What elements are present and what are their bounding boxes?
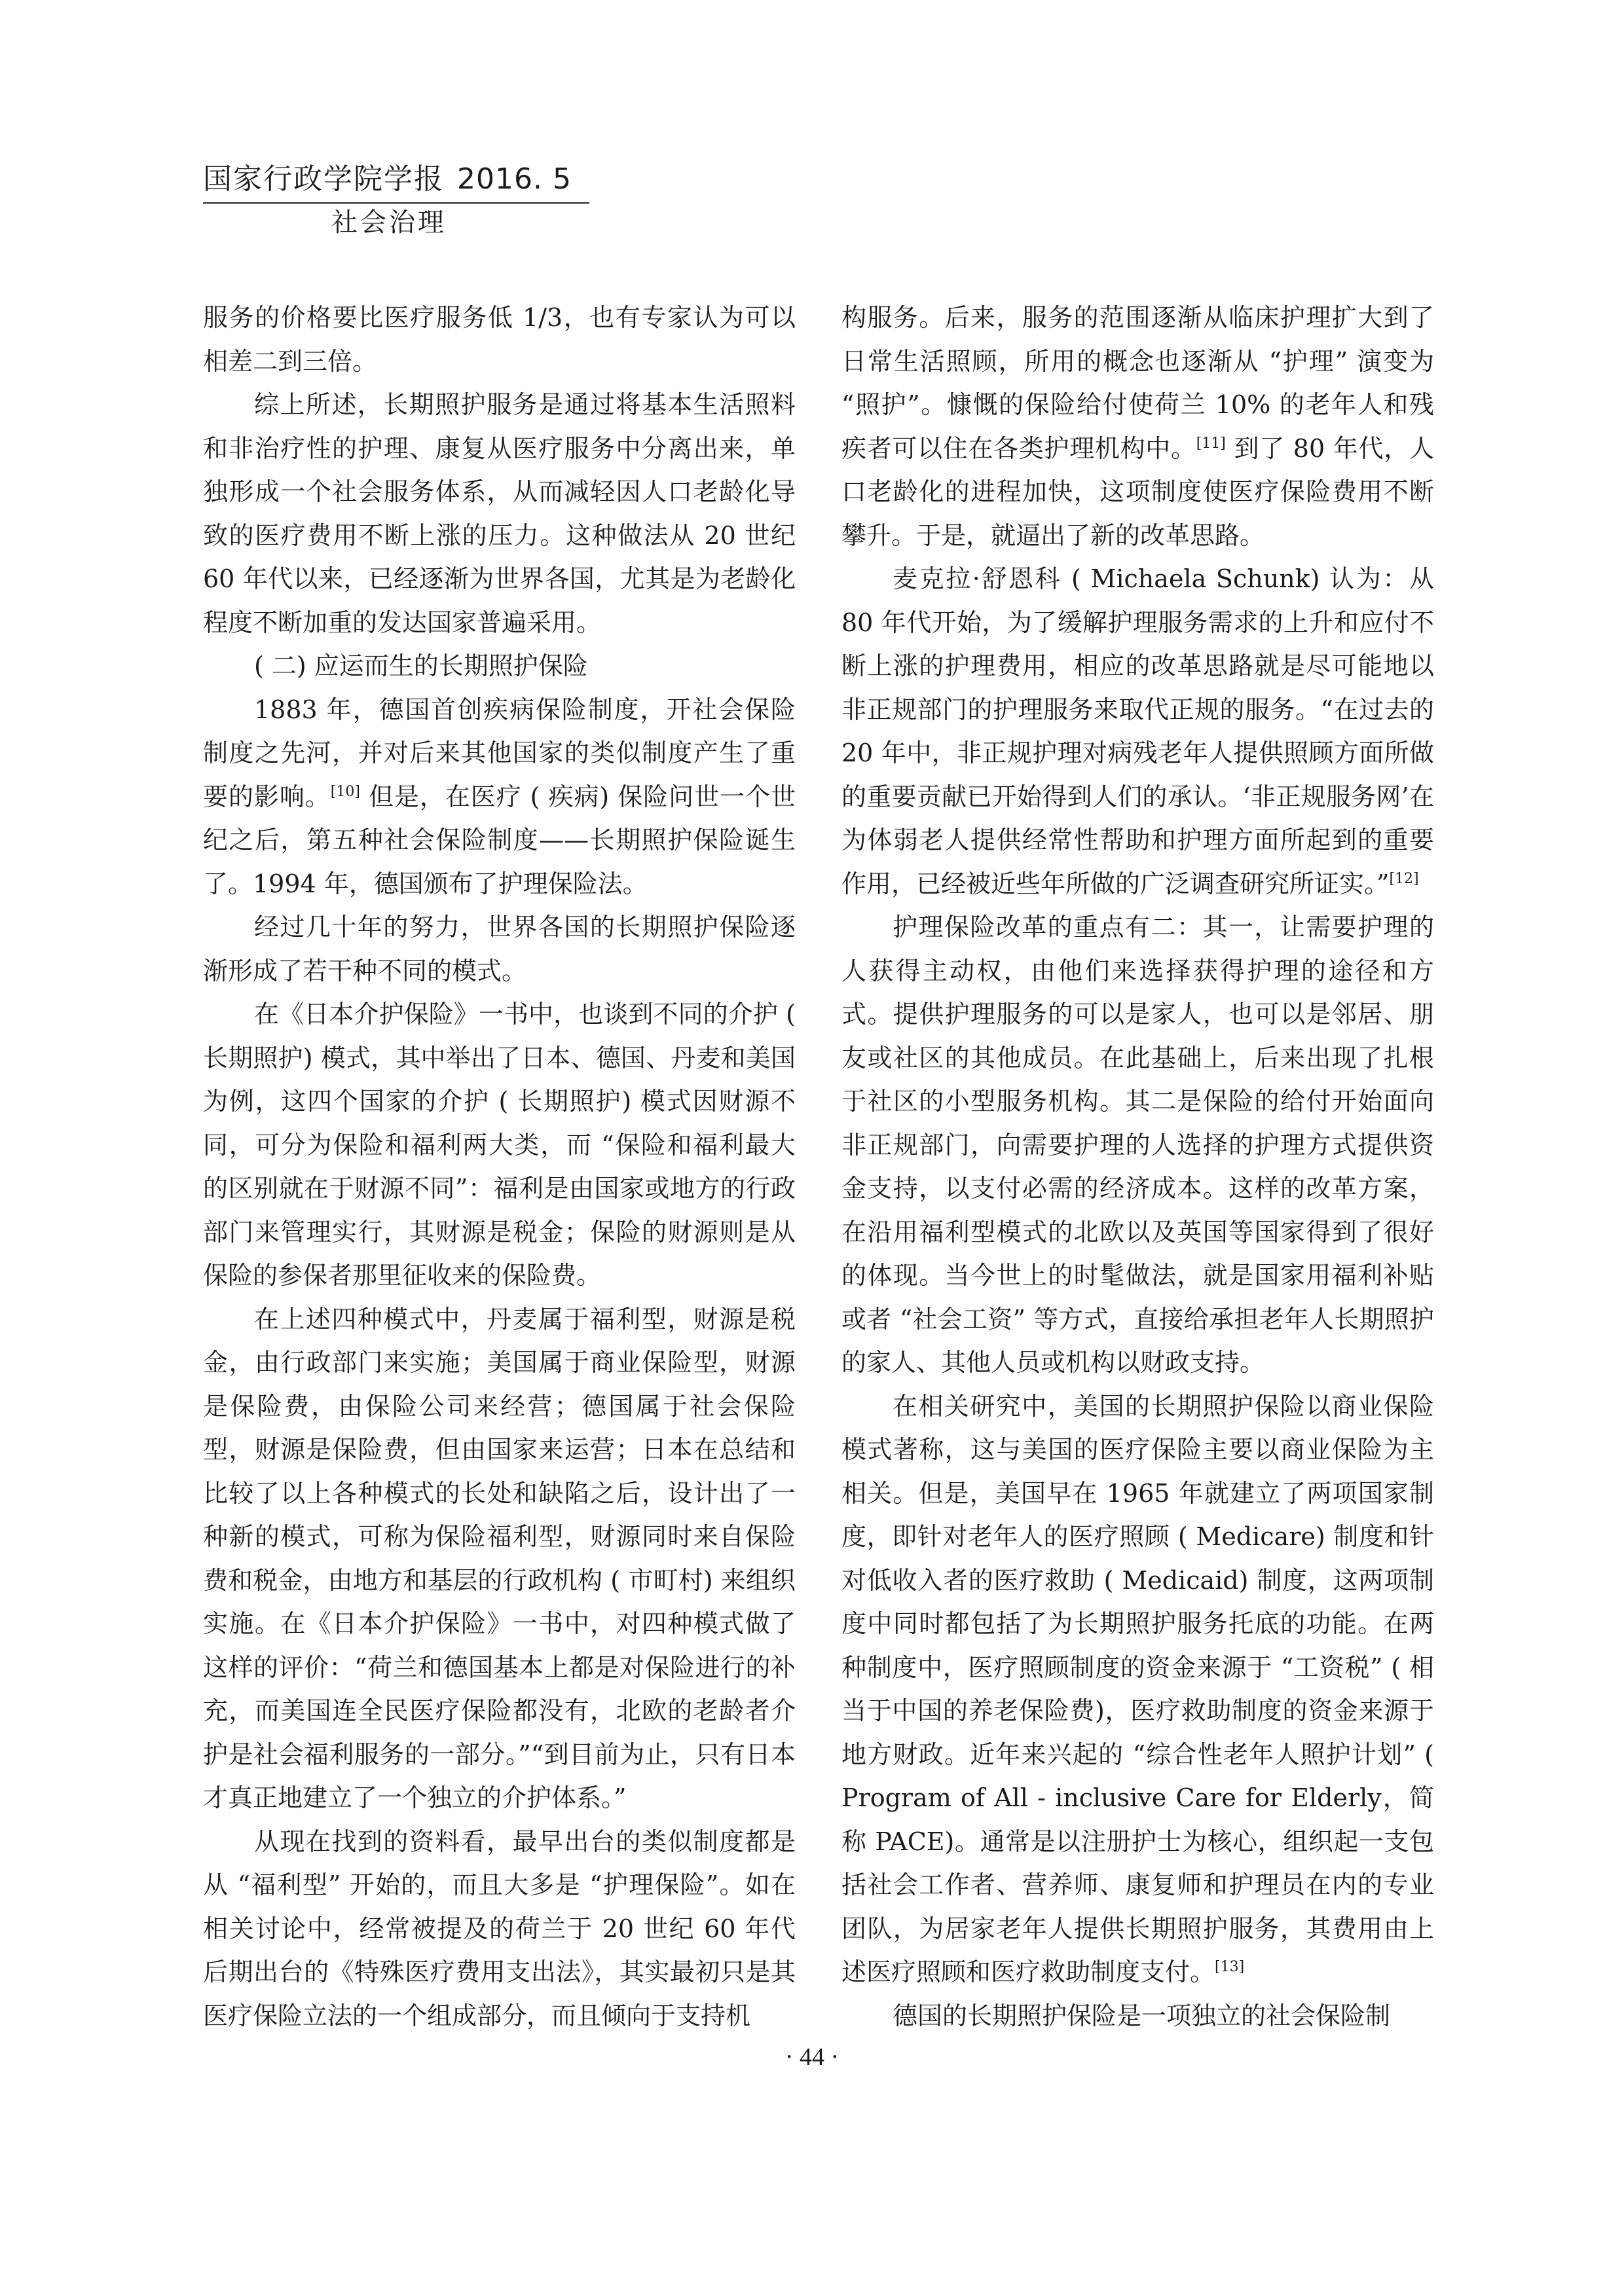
paragraph (841, 1385, 1434, 1994)
paragraph-text: 综上所述，长期照护服务是通过将基本生活照料和非治疗性的护理、康复从医疗服务中分离出来，单独形成一个社会服务体系，从而减轻因人口老龄化导致的医疗费用不断上涨的压力。这种做法从 20 世纪 60 年代以来，已经逐渐为世界各国，尤其是为老龄化程度不断加重的发达国家普遍采用。 (203, 390, 796, 637)
paragraph (841, 1994, 1434, 2038)
paragraph-text: ( 二) 应运而生的长期照护保险 (254, 651, 588, 680)
paragraph-text: 在相关研究中，美国的长期照护保险以商业保险模式著称，这与美国的医疗保险主要以商业保险为主相关。但是，美国早在 1965 年就建立了两项国家制度，即针对老年人的医疗照顾 ( Medicare) 制度和针对低收入者的医疗救助 ( Medicaid) 制度，这两项制度中同时都包括了为长期照护服务托底的功能。在两种制度中，医疗照顾制度的资金来源于 “工资税” ( 相当于中国的养老保险费)，医疗救助制度的资金来源于地方财政。近年来兴起的 “综合性老年人照护计划” ( Program of All - inclusive Care for Elderly，简称 PACE)。通常是以注册护士为核心，组织起一支包括社会工作者、营养师、康复师和护理员在内的专业团队，为居家老年人提供长期照护服务，其费用由上述医疗照顾和医疗救助制度支付。 (841, 1391, 1434, 1986)
paragraph (841, 557, 1434, 905)
paragraph-text: 经过几十年的努力，世界各国的长期照护保险逐渐形成了若干种不同的模式。 (203, 913, 796, 985)
paragraph (203, 1298, 796, 1820)
paragraph (203, 296, 796, 383)
paragraph-text: 在上述四种模式中，丹麦属于福利型，财源是税金，由行政部门来实施；美国属于商业保险型，财源是保险费，由保险公司来经营；德国属于社会保险型，财源是保险费，但由国家来运营；日本在总结和比较了以上各种模式的长处和缺陷之后，设计出了一种新的模式，可称为保险福利型，财源同时来自保险费和税金，由地方和基层的行政机构 ( 市町村) 来组织实施。在《日本介护保险》一书中，对四种模式做了这样的评价：“荷兰和德国基本上都是对保险进行的补充，而美国连全民医疗保险都没有，北欧的老龄者介护是社会福利服务的一部分。”“到目前为止，只有日本才真正地建立了一个独立的介护体系。” (203, 1304, 796, 1812)
running-header (203, 160, 589, 240)
issue-number: 2016. 5 (457, 162, 572, 196)
paragraph (203, 383, 796, 644)
right-column (841, 296, 1434, 2037)
paragraph-text: 德国的长期照护保险是一项独立的社会保险制 (893, 2001, 1391, 2030)
paragraph (841, 296, 1434, 557)
paragraph (203, 905, 796, 993)
paragraph-text-continued: 到了 80 年代，人口老龄化的进程加快，这项制度使医疗保险费用不断攀升。于是，就逼出了新的改革思路。 (841, 433, 1434, 550)
page-number: · 44 · (784, 2043, 840, 2071)
paragraph-text-continued: 但是，在医疗 ( 疾病) 保险问世一个世纪之后，第五种社会保险制度——长期照护保险诞生了。1994 年，德国颁布了护理保险法。 (203, 782, 796, 898)
paragraph-text: 1883 年，德国首创疾病保险制度，开社会保险制度之先河，并对后来其他国家的类似制度产生了重要的影响。 (203, 695, 796, 811)
subheading (203, 644, 796, 688)
paragraph-text: 从现在找到的资料看，最早出台的类似制度都是从 “福利型” 开始的，而且大多是 “护理保险”。如在相关讨论中，经常被提及的荷兰于 20 世纪 60 年代后期出台的《特殊医疗费用支出法》，其实最初只是其医疗保险立法的一个组成部分，而且倾向于支持机 (203, 1827, 796, 2030)
paragraph (203, 688, 796, 906)
journal-name: 国家行政学院学报 (203, 162, 444, 196)
left-column (203, 296, 796, 2037)
citation-marker: [12] (1389, 870, 1419, 887)
paragraph-text: 构服务。后来，服务的范围逐渐从临床护理扩大到了日常生活照顾，所用的概念也逐渐从 “护理” 演变为 “照护”。慷慨的保险给付使荷兰 10% 的老年人和残疾者可以住在各类护理机构中。 (841, 303, 1434, 463)
header-rule (203, 202, 589, 204)
citation-marker: [13] (1215, 1959, 1245, 1975)
section-name: 社会治理 (331, 208, 447, 238)
paragraph (841, 905, 1434, 1385)
journal-title (203, 160, 589, 198)
paragraph-text: 在《日本介护保险》一书中，也谈到不同的介护 ( 长期照护) 模式，其中举出了日本、德国、丹麦和美国为例，这四个国家的介护 ( 长期照护) 模式因财源不同，可分为保险和福利两大类，而 “保险和福利最大的区别就在于财源不同”：福利是由国家或地方的行政部门来管理实行，其财源是税金；保险的财源则是从保险的参保者那里征收来的保险费。 (203, 1000, 796, 1290)
paragraph (203, 1820, 796, 2038)
citation-marker: [11] (1196, 435, 1226, 452)
paragraph-text: 麦克拉·舒恩科 ( Michaela Schunk) 认为：从 80 年代开始，为了缓解护理服务需求的上升和应付不断上涨的护理费用，相应的改革思路就是尽可能地以非正规部门的护理服务来取代正规的服务。“在过去的 20 年中，非正规护理对病残老年人提供照顾方面所做的重要贡献已开始得到人们的承认。‘非正规服务网’在为体弱老人提供经常性帮助和护理方面所起到的重要作用，已经被近些年所做的广泛调查研究所证实。” (841, 564, 1434, 898)
paragraph (203, 993, 796, 1298)
paragraph-text: 护理保险改革的重点有二：其一，让需要护理的人获得主动权，由他们来选择获得护理的途径和方式。提供护理服务的可以是家人，也可以是邻居、朋友或社区的其他成员。在此基础上，后来出现了扎根于社区的小型服务机构。其二是保险的给付开始面向非正规部门，向需要护理的人选择的护理方式提供资金支持，以支付必需的经济成本。这样的改革方案，在沿用福利型模式的北欧以及英国等国家得到了很好的体现。当今世上的时髦做法，就是国家用福利补贴或者 “社会工资” 等方式，直接给承担老年人长期照护的家人、其他人员或机构以财政支持。 (841, 913, 1434, 1377)
citation-marker: [10] (330, 783, 360, 800)
paragraph-text: 服务的价格要比医疗服务低 1/3，也有专家认为可以相差二到三倍。 (203, 303, 796, 376)
